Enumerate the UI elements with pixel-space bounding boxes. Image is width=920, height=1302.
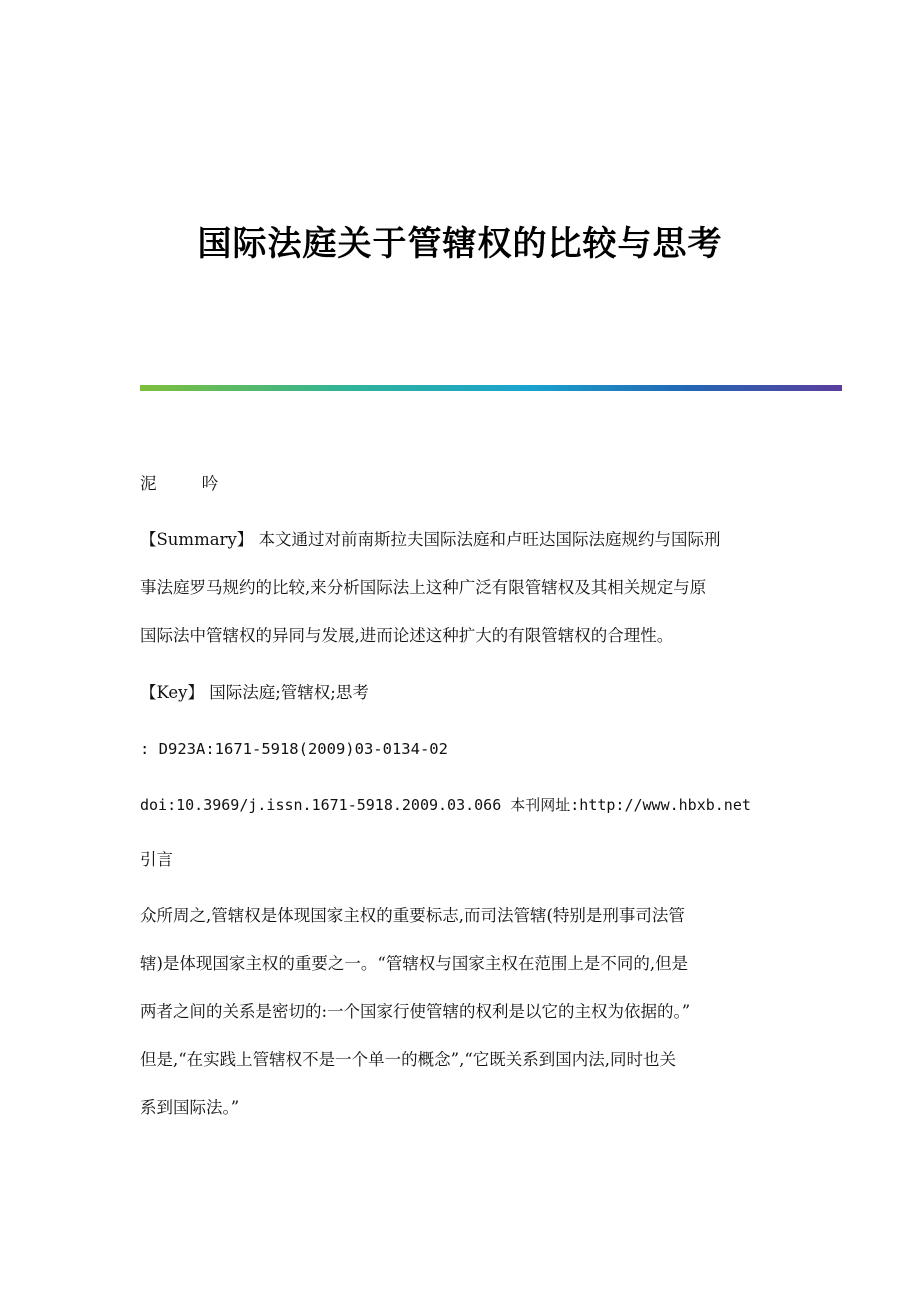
- keywords-line: 【Key】 国际法庭;管辖权;思考: [140, 683, 369, 702]
- intro-line-5: 系到国际法。”: [140, 1098, 240, 1117]
- summary-line-2: 事法庭罗马规约的比较,来分析国际法上这种广泛有限管辖权及其相关规定与原: [140, 578, 707, 597]
- paper-title: 国际法庭关于管辖权的比较与思考: [197, 224, 723, 264]
- author-name: 泥 吟: [140, 474, 239, 493]
- summary-line-1: 【Summary】 本文通过对前南斯拉夫国际法庭和卢旺达国际法庭规约与国际刑: [140, 530, 721, 549]
- intro-line-2: 辖)是体现国家主权的重要之一。“管辖权与国家主权在范围上是不同的,但是: [140, 954, 689, 973]
- intro-line-4: 但是,“在实践上管辖权不是一个单一的概念”,“它既关系到国内法,同时也关: [140, 1050, 677, 1069]
- intro-line-3: 两者之间的关系是密切的:一个国家行使管辖的权利是以它的主权为依据的。”: [140, 1002, 691, 1021]
- classification-line: : D923A:1671-5918(2009)03-0134-02: [140, 740, 448, 758]
- gradient-divider: [140, 385, 842, 391]
- section-heading-intro: 引言: [140, 850, 173, 869]
- summary-line-3: 国际法中管辖权的异同与发展,进而论述这种扩大的有限管辖权的合理性。: [140, 626, 674, 645]
- intro-line-1: 众所周之,管辖权是体现国家主权的重要标志,而司法管辖(特别是刑事司法管: [140, 906, 685, 925]
- doi-line: doi:10.3969/j.issn.1671-5918.2009.03.066 本刊网址:http://www.hbxb.net: [140, 796, 751, 814]
